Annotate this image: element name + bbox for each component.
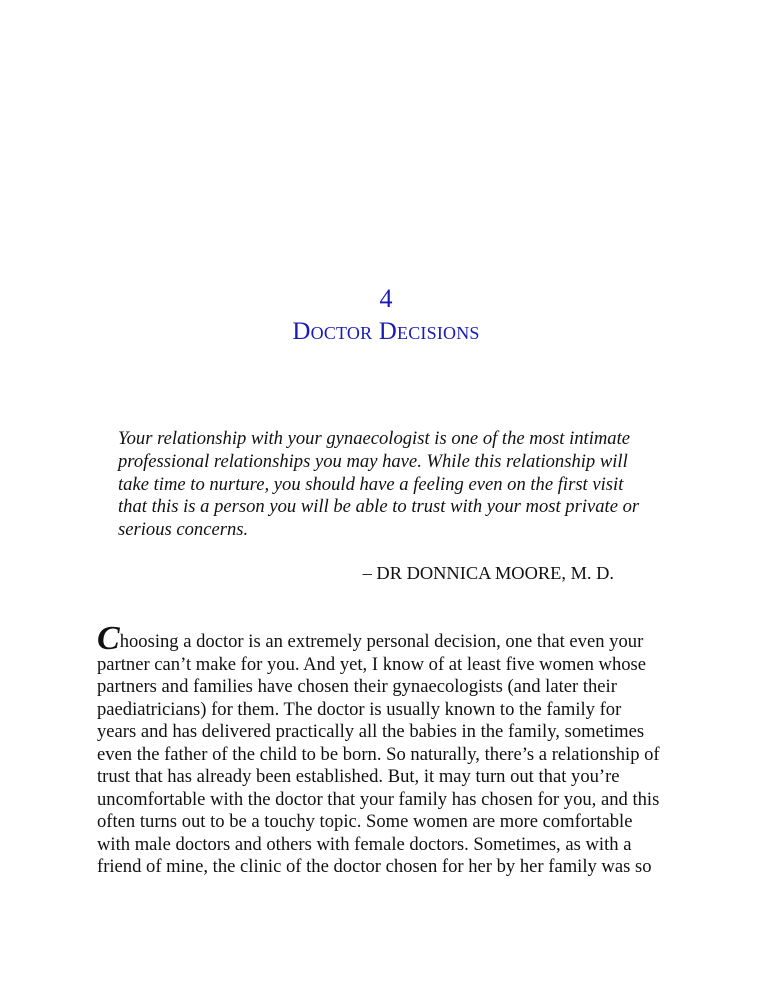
epigraph-line: professional relationships you may have. While this relationship will: [118, 450, 628, 472]
epigraph-line: that this is a person you will be able to trust with your most private or: [118, 496, 640, 518]
epigraph-attribution: – DR DONNICA MOORE, M. D.: [362, 563, 614, 583]
epigraph-line: serious concerns.: [118, 519, 249, 541]
epigraph-quote: [118, 428, 663, 542]
epigraph-line: take time to nurture, you should have a feeling even on the first visit: [118, 473, 624, 495]
body-line: often turns out to be a touchy topic. Some women are more comfortable: [97, 811, 633, 832]
body-line: years and has delivered practically all the babies in the family, sometimes: [97, 721, 645, 742]
body-line: with male doctors and others with female doctors. Sometimes, as with a: [97, 833, 632, 855]
body-line-text: hoosing a doctor is an extremely personal decision, one that even your: [119, 631, 644, 652]
body-line: trust that has already been established. But, it may turn out that you’re: [97, 766, 620, 787]
body-line: even the father of the child to be born. So naturally, there’s a relationship of: [97, 743, 660, 765]
body-paragraph: [97, 620, 677, 879]
drop-cap: C: [97, 620, 120, 657]
chapter-number: 4: [379, 284, 393, 313]
epigraph-line: Your relationship with your gynaecologist is one of the most intimate: [118, 428, 631, 449]
body-line: uncomfortable with the doctor that your family has chosen for you, and this: [97, 788, 660, 810]
chapter-title: Doctor Decisions: [292, 318, 480, 345]
body-line: [97, 620, 677, 657]
body-line: partner can’t make for you. And yet, I know of at least five women whose: [97, 653, 647, 675]
body-line: paediatricians) for them. The doctor is usually known to the family for: [97, 698, 622, 720]
body-line: friend of mine, the clinic of the doctor chosen for her by her family was so: [97, 856, 652, 877]
body-line: partners and families have chosen their gynaecologists (and later their: [97, 676, 617, 697]
